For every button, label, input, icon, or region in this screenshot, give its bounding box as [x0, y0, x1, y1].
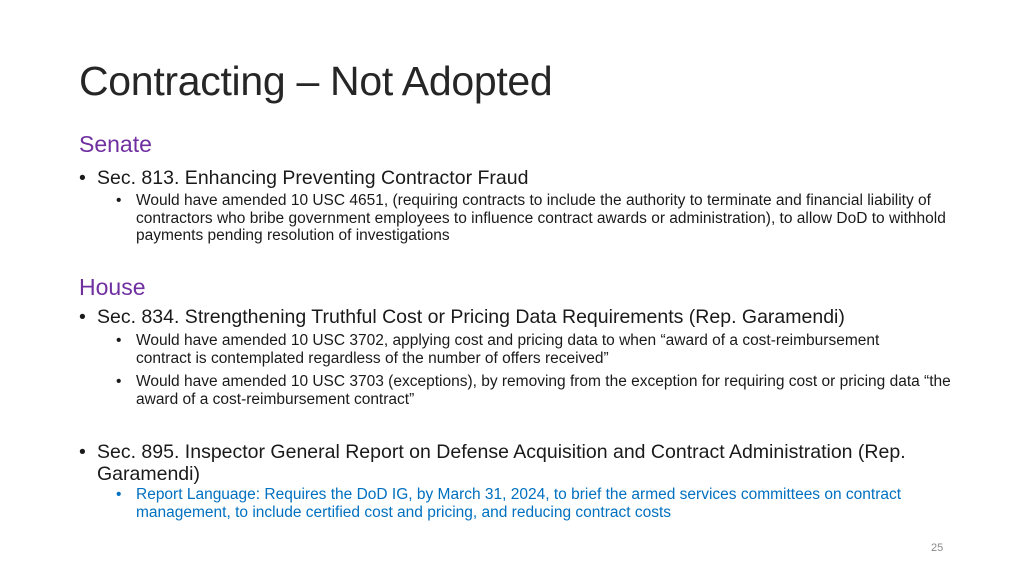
- senate-heading: Senate: [79, 131, 152, 157]
- page-number: 25: [931, 542, 944, 554]
- senate-item-813: [79, 167, 959, 189]
- sub-bullet-icon: •: [116, 373, 122, 390]
- bullet-icon: •: [79, 441, 86, 463]
- bullet-icon: •: [79, 167, 86, 189]
- house-heading: House: [79, 274, 146, 300]
- house-item-895-sub: [116, 486, 956, 521]
- house-item-834-sub2-text: Would have amended 10 USC 3703 (exceptions), by removing from the exception for requiring cost or pricing data “the award of a cost-reimbursement contract”: [136, 373, 951, 408]
- house-item-834-sub1: [116, 332, 916, 367]
- house-item-895: [79, 441, 949, 485]
- bullet-icon: •: [79, 306, 86, 328]
- senate-item-813-sub: [116, 192, 946, 245]
- sub-bullet-icon: •: [116, 486, 122, 503]
- house-item-834-sub1-text: Would have amended 10 USC 3702, applying cost and pricing data to when “award of a cost-reimbursement contract is contemplated regardless of the number of offers received”: [136, 332, 880, 367]
- house-item-834: [79, 306, 959, 328]
- house-item-895-text: Sec. 895. Inspector General Report on Defense Acquisition and Contract Administration (Rep. Garamendi): [97, 441, 906, 485]
- sub-bullet-icon: •: [116, 332, 122, 349]
- senate-item-813-text: Sec. 813. Enhancing Preventing Contractor Fraud: [97, 167, 529, 189]
- house-item-834-text: Sec. 834. Strengthening Truthful Cost or Pricing Data Requirements (Rep. Garamendi): [97, 306, 845, 328]
- house-item-834-sub2: [116, 373, 956, 408]
- house-item-895-sub-text: Report Language: Requires the DoD IG, by March 31, 2024, to brief the armed services committees on contract management, to include certified cost and pricing, and reducing contract costs: [136, 486, 902, 521]
- slide-title: Contracting – Not Adopted: [79, 58, 553, 104]
- sub-bullet-icon: •: [116, 192, 122, 209]
- senate-item-813-sub-text: Would have amended 10 USC 4651, (requiring contracts to include the authority to terminate and financial liability of contractors who bribe government employees to influence contract awards or administration), to allow DoD to withhold payments pending resolution of investigations: [136, 192, 946, 244]
